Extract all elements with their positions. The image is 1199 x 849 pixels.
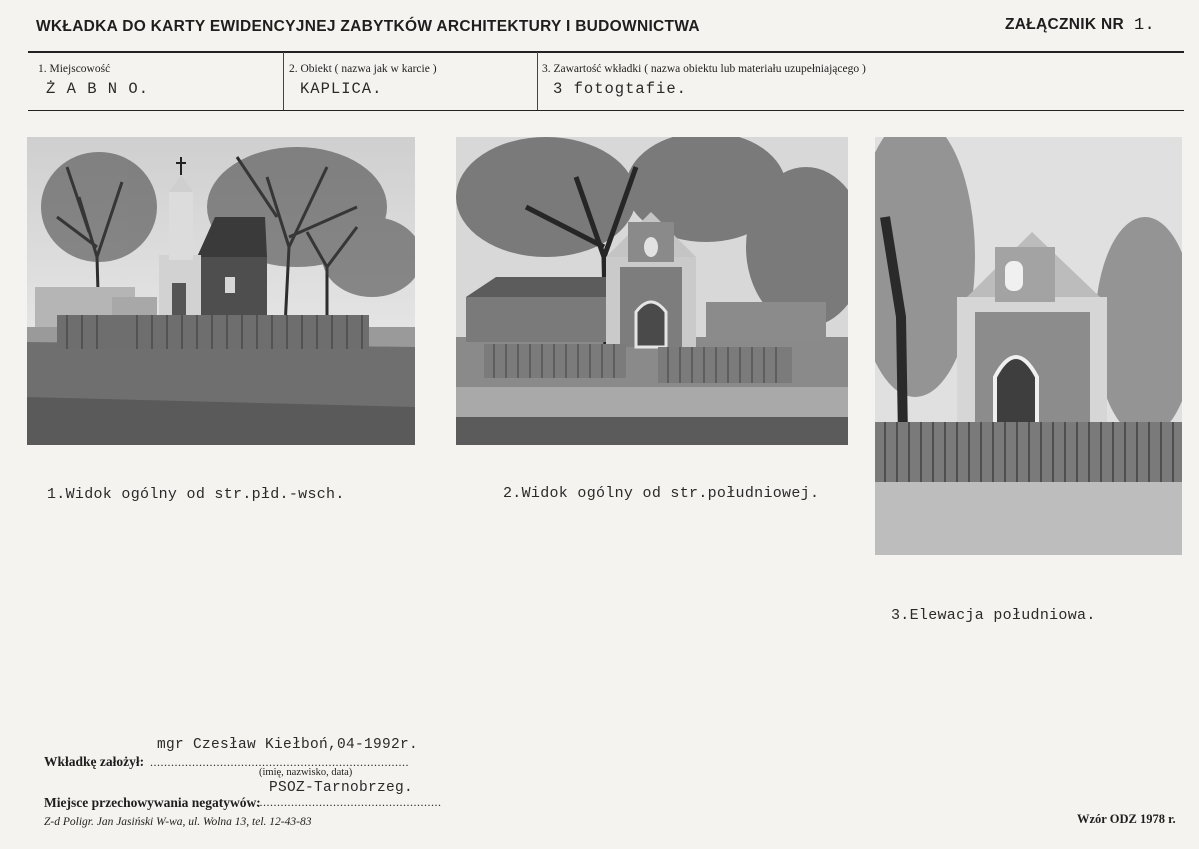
object-value: KAPLICA. <box>300 80 383 98</box>
locality-label: 1. Miejscowość <box>38 63 111 75</box>
field-divider-2 <box>537 52 538 110</box>
locality-value: Ż A B N O. <box>46 80 150 98</box>
founder-hint: (imię, nazwisko, data) <box>259 767 353 778</box>
storage-label: Miejsce przechowywania negatywów: <box>44 795 261 810</box>
annex-number: 1. <box>1133 16 1155 35</box>
header-rule-top <box>28 51 1184 53</box>
storage-dots: ..................................................... <box>256 795 442 809</box>
founder-value: mgr Czesław Kiełboń,04-1992r. <box>157 737 419 753</box>
header-rule-bottom <box>28 110 1184 111</box>
photo-1-chapel-southeast-view <box>27 137 415 445</box>
photo-3-caption: 3.Elewacja południowa. <box>891 607 1096 624</box>
contents-label: 3. Zawartość wkładki ( nazwa obiektu lub materiału uzupełniającego ) <box>542 63 866 75</box>
annex-label-text: ZAŁĄCZNIK NR <box>1005 16 1124 33</box>
form-title: WKŁADKA DO KARTY EWIDENCYJNEJ ZABYTKÓW ARCHITEKTURY I BUDOWNICTWA <box>36 18 700 35</box>
founder-dots: .......................................................................... <box>150 755 409 769</box>
form-code: Wzór ODZ 1978 r. <box>1077 812 1176 826</box>
photo-2-chapel-south-view <box>456 137 848 445</box>
photo-3-chapel-south-elevation <box>875 137 1182 555</box>
storage-value: PSOZ-Tarnobrzeg. <box>269 780 414 796</box>
object-label: 2. Obiekt ( nazwa jak w karcie ) <box>289 63 437 75</box>
field-divider-1 <box>283 52 284 110</box>
photo-1-caption: 1.Widok ogólny od str.płd.-wsch. <box>47 486 345 503</box>
annex-label <box>1005 16 1155 35</box>
founder-label: Wkładkę założył: <box>44 754 145 769</box>
contents-value: 3 fotogtafie. <box>553 80 687 98</box>
photo-2-caption: 2.Widok ogólny od str.południowej. <box>503 485 820 502</box>
printer-imprint: Z-d Poligr. Jan Jasiński W-wa, ul. Wolna 13, tel. 12-43-83 <box>44 816 312 828</box>
